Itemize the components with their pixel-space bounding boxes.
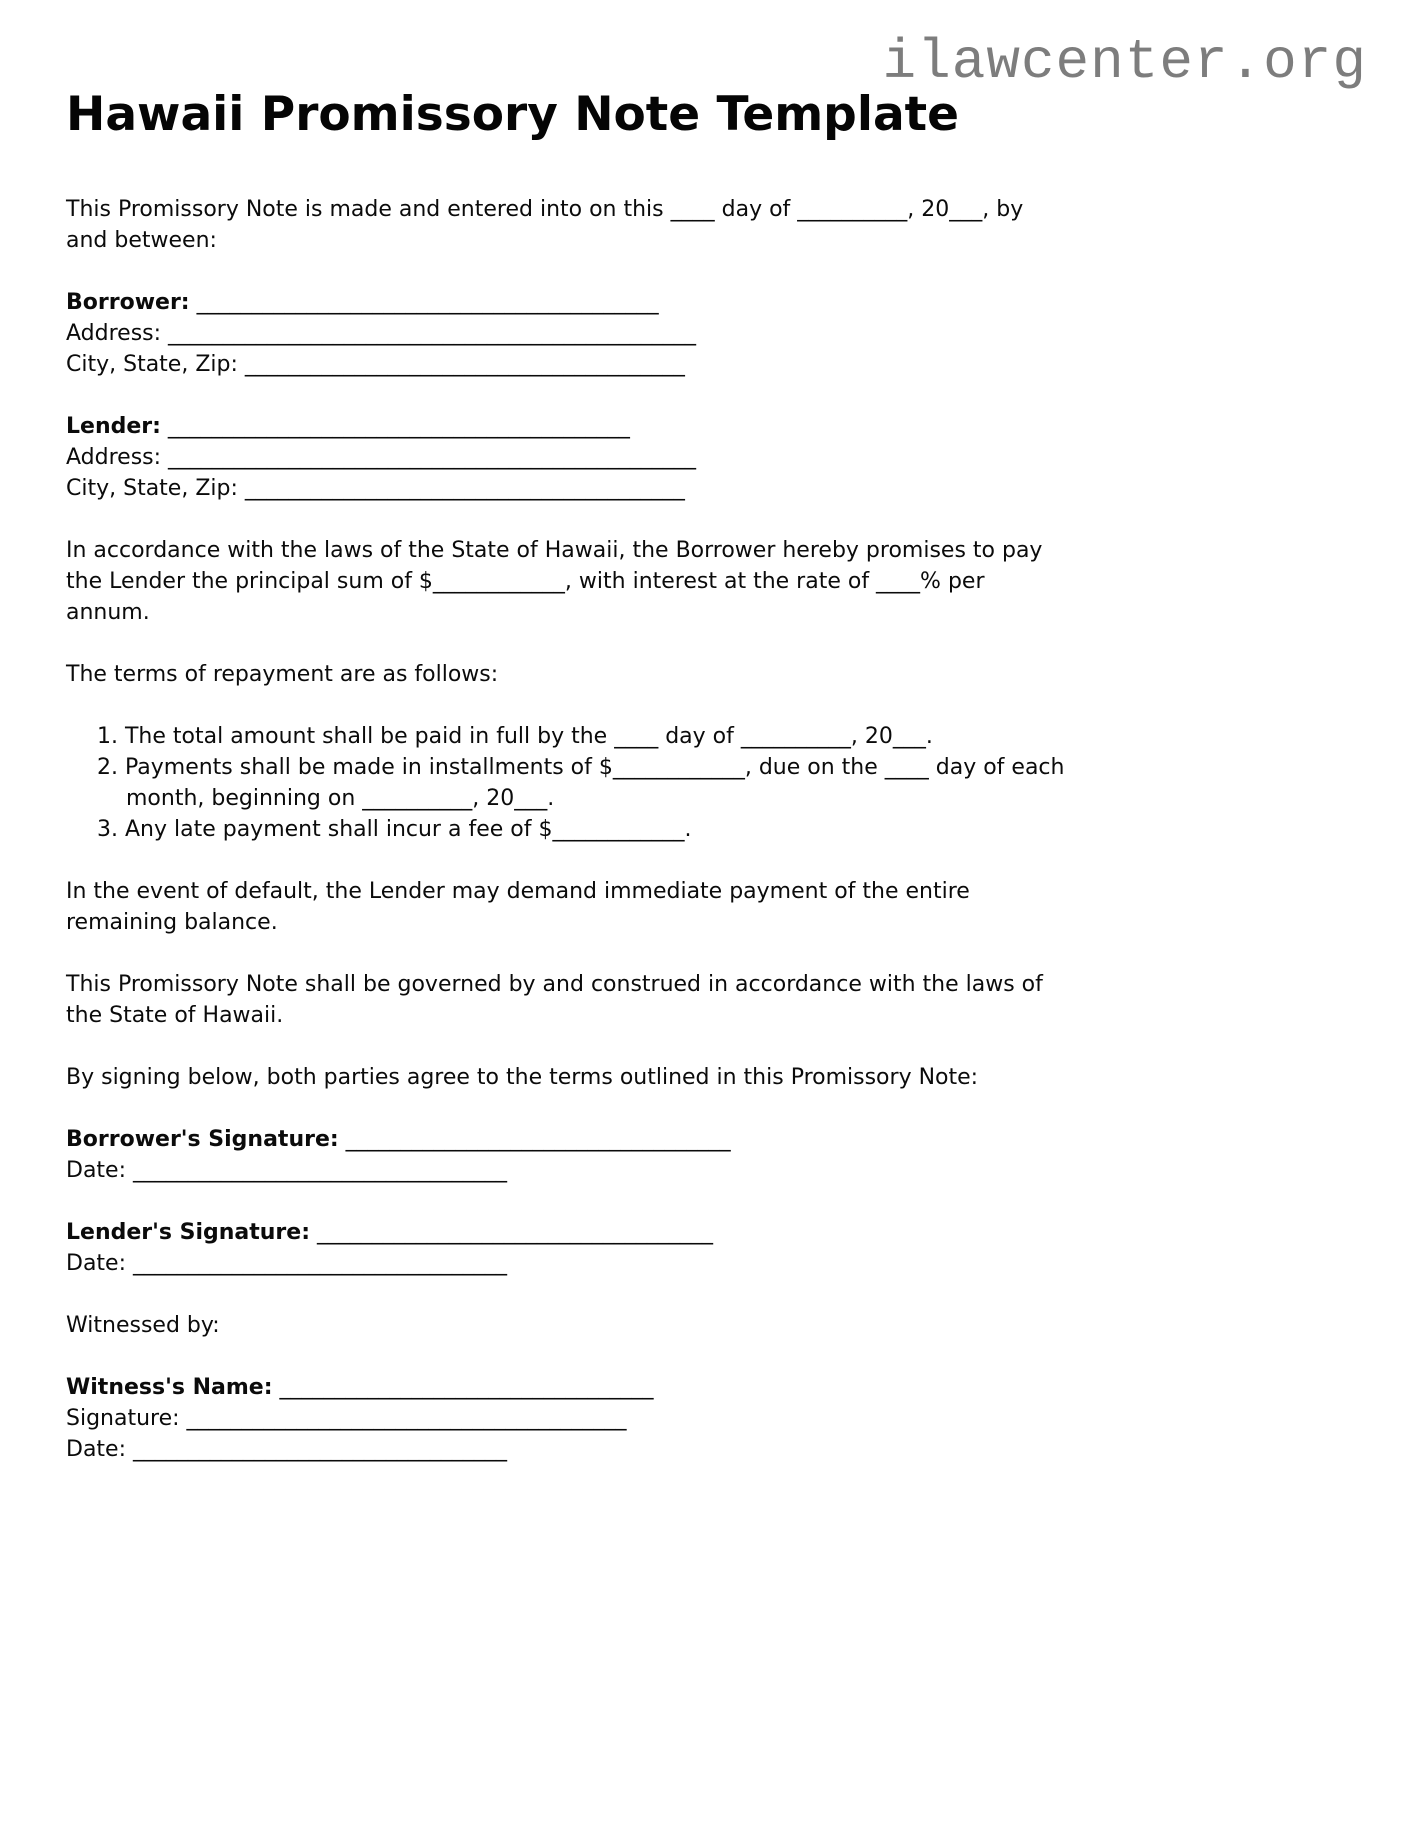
borrower-name-line xyxy=(66,287,1345,318)
lender-block xyxy=(66,411,1345,504)
witness-name-blank: __________________________________ xyxy=(279,1375,654,1401)
default-line-1: In the event of default, the Lender may demand immediate payment of the entire xyxy=(66,879,970,905)
intro-line-2: and between: xyxy=(66,228,217,254)
terms-intro-line: The terms of repayment are as follows: xyxy=(66,662,499,688)
accordance-line-1: In accordance with the laws of the State of Hawaii, the Borrower hereby promises to pay xyxy=(66,538,1043,564)
lender-date-label: Date: xyxy=(66,1251,126,1277)
lender-city-line xyxy=(66,473,1345,504)
borrower-date-line xyxy=(66,1155,1345,1186)
witness-block xyxy=(66,1372,1345,1465)
borrower-signature-blank: ___________________________________ xyxy=(345,1127,731,1153)
lender-name-line xyxy=(66,411,1345,442)
witness-name-line xyxy=(66,1372,1345,1403)
borrower-signature-block xyxy=(66,1124,1345,1186)
signing-paragraph xyxy=(66,1062,1345,1093)
governing-line-2: the State of Hawaii. xyxy=(66,1003,284,1029)
borrower-city-line xyxy=(66,349,1345,380)
borrower-label: Borrower: xyxy=(66,290,190,316)
lender-name-blank: __________________________________________ xyxy=(167,414,630,440)
default-line-2: remaining balance. xyxy=(66,910,278,936)
lender-signature-label: Lender's Signature: xyxy=(66,1220,310,1246)
terms-item-1: 1. The total amount shall be paid in full by the ____ day of __________, 20___. xyxy=(97,724,933,750)
witness-date-label: Date: xyxy=(66,1437,126,1463)
lender-label: Lender: xyxy=(66,414,161,440)
borrower-city-blank: ________________________________________ xyxy=(244,352,685,378)
borrower-date-blank: __________________________________ xyxy=(133,1158,507,1184)
intro-paragraph xyxy=(66,194,1345,256)
borrower-address-blank: ________________________________________________ xyxy=(168,321,697,347)
lender-address-line xyxy=(66,442,1345,473)
witness-signature-blank: ________________________________________ xyxy=(186,1406,627,1432)
accordance-line-3: annum. xyxy=(66,600,150,626)
lender-city-blank: ________________________________________ xyxy=(244,476,685,502)
lender-signature-block xyxy=(66,1217,1345,1279)
terms-list xyxy=(66,721,1345,845)
terms-item-3: 3. Any late payment shall incur a fee of $____________. xyxy=(97,817,692,843)
default-paragraph xyxy=(66,876,1345,938)
lender-signature-blank: ____________________________________ xyxy=(317,1220,713,1246)
lender-date-line xyxy=(66,1248,1345,1279)
witness-signature-label: Signature: xyxy=(66,1406,180,1432)
terms-item-2-line-1: 2. Payments shall be made in installments of $____________, due on the ____ day of each xyxy=(97,755,1065,781)
terms-intro-paragraph xyxy=(66,659,1345,690)
borrower-address-line xyxy=(66,318,1345,349)
lender-address-label: Address: xyxy=(66,445,162,471)
accordance-paragraph xyxy=(66,535,1345,628)
signing-line: By signing below, both parties agree to the terms outlined in this Promissory Note: xyxy=(66,1065,979,1091)
terms-item-2-line-2: month, beginning on __________, 20___. xyxy=(126,786,555,812)
site-logo: ilawcenter.org xyxy=(882,30,1367,94)
page-title: Hawaii Promissory Note Template xyxy=(66,87,959,142)
lender-date-blank: __________________________________ xyxy=(133,1251,507,1277)
borrower-name-blank: __________________________________________ xyxy=(196,290,659,316)
witness-date-blank: __________________________________ xyxy=(133,1437,507,1463)
witness-name-label: Witness's Name: xyxy=(66,1375,273,1401)
borrower-address-label: Address: xyxy=(66,321,162,347)
witness-date-line xyxy=(66,1434,1345,1465)
witness-signature-line xyxy=(66,1403,1345,1434)
intro-line-1: This Promissory Note is made and entered into on this ____ day of __________, 20___, by xyxy=(66,197,1024,223)
lender-address-blank: ________________________________________________ xyxy=(168,445,697,471)
witnessed-by-paragraph xyxy=(66,1310,1345,1341)
witnessed-by-line: Witnessed by: xyxy=(66,1313,220,1339)
borrower-block xyxy=(66,287,1345,380)
borrower-signature-line xyxy=(66,1124,1345,1155)
lender-city-label: City, State, Zip: xyxy=(66,476,238,502)
borrower-date-label: Date: xyxy=(66,1158,126,1184)
borrower-city-label: City, State, Zip: xyxy=(66,352,238,378)
borrower-signature-label: Borrower's Signature: xyxy=(66,1127,339,1153)
lender-signature-line xyxy=(66,1217,1345,1248)
accordance-line-2: the Lender the principal sum of $____________, with interest at the rate of ____% per xyxy=(66,569,985,595)
governing-line-1: This Promissory Note shall be governed by and construed in accordance with the laws of xyxy=(66,972,1043,998)
governing-paragraph xyxy=(66,969,1345,1031)
